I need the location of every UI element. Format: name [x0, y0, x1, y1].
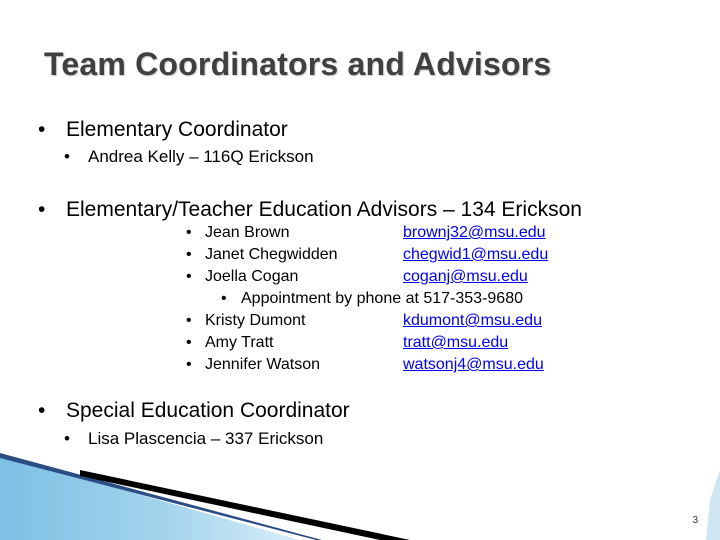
advisor-name: Janet Chegwidden	[205, 246, 338, 263]
advisor-name: Amy Tratt	[205, 334, 274, 351]
advisor-name: Kristy Dumont	[205, 312, 306, 329]
appointment-note: Appointment by phone at 517-353-9680	[241, 290, 523, 307]
bullet-icon: •	[186, 246, 192, 263]
elementary-heading: Elementary Coordinator	[66, 118, 288, 141]
bullet-icon: •	[38, 118, 46, 141]
advisor-email-link[interactable]: chegwid1@msu.edu	[403, 246, 549, 263]
bullet-icon: •	[186, 268, 192, 285]
bullet-icon: •	[186, 312, 192, 329]
bullet-icon: •	[186, 224, 192, 241]
bullet-icon: •	[186, 356, 192, 373]
advisor-email-link[interactable]: kdumont@msu.edu	[403, 312, 542, 329]
corner-accent-shape	[706, 470, 720, 540]
slide-title: Team Coordinators and Advisors	[44, 46, 552, 82]
bullet-icon: •	[64, 147, 70, 166]
special-ed-heading: Special Education Coordinator	[66, 399, 350, 422]
advisor-name: Jennifer Watson	[205, 356, 321, 373]
special-ed-detail: Lisa Plascencia – 337 Erickson	[88, 429, 324, 448]
advisor-name: Jean Brown	[205, 224, 290, 241]
bullet-icon: •	[186, 334, 192, 351]
advisor-email-link[interactable]: coganj@msu.edu	[403, 268, 528, 285]
advisor-email-link[interactable]: watsonj4@msu.edu	[403, 356, 544, 373]
advisor-name: Joella Cogan	[205, 268, 299, 285]
bullet-icon: •	[38, 399, 46, 422]
bullet-icon: •	[64, 429, 70, 448]
advisor-email-link[interactable]: brownj32@msu.edu	[403, 224, 546, 241]
bullet-icon: •	[38, 198, 46, 221]
page-number: 3	[692, 515, 698, 526]
advisor-email-link[interactable]: tratt@msu.edu	[403, 334, 509, 351]
advisors-heading: Elementary/Teacher Education Advisors – 134 Erickson	[66, 198, 582, 221]
elementary-detail: Andrea Kelly – 116Q Erickson	[88, 147, 314, 166]
bullet-icon: •	[221, 290, 227, 307]
